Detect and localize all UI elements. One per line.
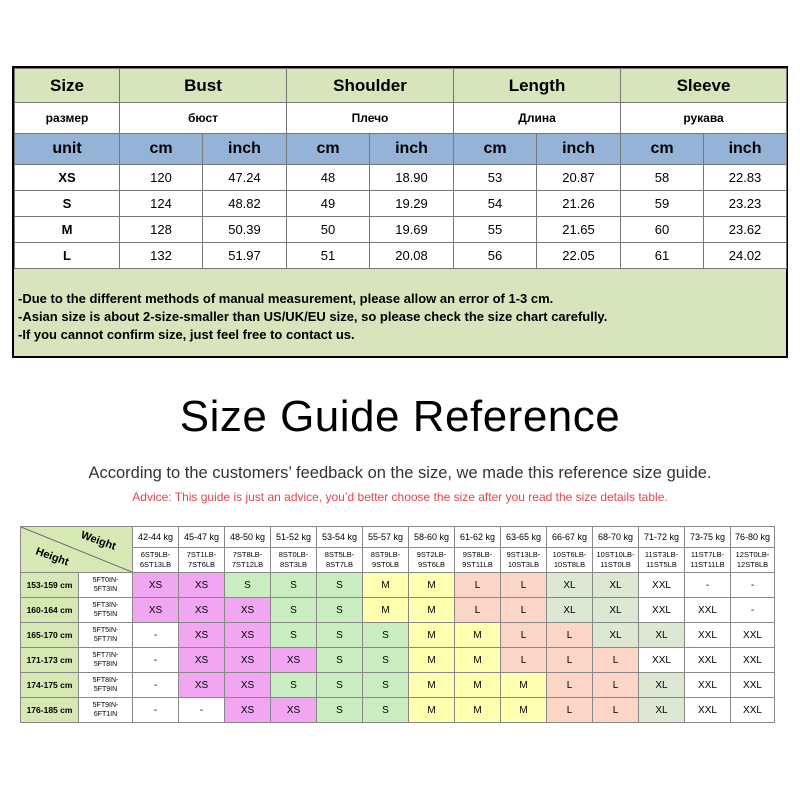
guide-advice: Advice: This guide is just an advice, you’d better choose the size after you read the size details table. — [132, 490, 668, 504]
weight-kg-row — [21, 527, 775, 548]
size-recommendation-cell: XL — [639, 698, 685, 723]
measure-cell: 19.29 — [370, 191, 454, 217]
weight-st-line: 12ST0LB- — [735, 550, 770, 559]
size-recommendation-cell: L — [501, 573, 547, 598]
size-recommendation-cell: XL — [593, 623, 639, 648]
size-recommendation-cell: XL — [593, 573, 639, 598]
header-shoulder: Shoulder — [287, 69, 454, 103]
size-recommendation-cell: XS — [225, 673, 271, 698]
size-recommendation-cell: S — [363, 698, 409, 723]
header-bust: Bust — [120, 69, 287, 103]
size-recommendation-cell: XL — [547, 573, 593, 598]
weight-st-line: 8ST0LB- — [278, 550, 309, 559]
height-ft-line: 5FT3IN — [93, 586, 118, 593]
size-recommendation-cell: XS — [225, 648, 271, 673]
size-recommendation-cell: XXL — [685, 623, 731, 648]
measure-cell: 61 — [621, 243, 704, 269]
size-cell: S — [15, 191, 120, 217]
weight-st-cell — [317, 548, 363, 573]
height-ft-line: 5FT5IN- — [92, 627, 119, 634]
size-recommendation-cell: L — [547, 623, 593, 648]
height-cm-cell: 160-164 cm — [21, 598, 79, 623]
height-row — [21, 573, 775, 598]
size-recommendation-cell: XXL — [639, 573, 685, 598]
weight-st-line: 10ST3LB — [507, 560, 540, 569]
measure-cell: 21.65 — [537, 217, 621, 243]
unit-cell: inch — [203, 134, 287, 165]
size-recommendation-cell: XS — [133, 573, 179, 598]
weight-kg-cell: 68-70 kg — [593, 527, 639, 548]
weight-kg-cell: 73-75 kg — [685, 527, 731, 548]
size-recommendation-cell: XXL — [639, 648, 685, 673]
weight-st-line: 8ST9LB- — [370, 550, 401, 559]
size-recommendation-cell: - — [133, 648, 179, 673]
size-recommendation-cell: M — [409, 598, 455, 623]
size-recommendation-cell: - — [731, 573, 775, 598]
measure-cell: 18.90 — [370, 165, 454, 191]
height-ft-line: 5FT7IN — [93, 636, 118, 643]
size-recommendation-cell: XL — [639, 673, 685, 698]
size-recommendation-cell: M — [363, 573, 409, 598]
size-recommendation-cell: - — [133, 698, 179, 723]
height-cm-cell: 176-185 cm — [21, 698, 79, 723]
weight-kg-cell: 71-72 kg — [639, 527, 685, 548]
weight-st-cell — [409, 548, 455, 573]
size-recommendation-cell: XS — [271, 698, 317, 723]
measure-cell: 56 — [454, 243, 537, 269]
height-ft-line: 5FT7IN- — [92, 652, 119, 659]
size-recommendation-cell: XXL — [685, 648, 731, 673]
size-cell: M — [15, 217, 120, 243]
measure-cell: 24.02 — [704, 243, 787, 269]
size-recommendation-cell: S — [271, 623, 317, 648]
size-recommendation-cell: - — [179, 698, 225, 723]
weight-kg-cell: 55-57 kg — [363, 527, 409, 548]
measure-cell: 51.97 — [203, 243, 287, 269]
weight-label: Weight — [78, 529, 117, 553]
size-recommendation-cell: XXL — [639, 598, 685, 623]
size-cell: XS — [15, 165, 120, 191]
weight-st-line: 7ST8LB- — [232, 550, 263, 559]
weight-st-line: 9ST2LB- — [416, 550, 447, 559]
size-recommendation-cell: XS — [179, 648, 225, 673]
size-recommendation-cell: XS — [225, 623, 271, 648]
size-recommendation-cell: XL — [547, 598, 593, 623]
size-recommendation-cell: L — [455, 598, 501, 623]
size-recommendation-cell: XS — [133, 598, 179, 623]
size-recommendation-cell: XXL — [685, 698, 731, 723]
weight-st-line: 11ST0LB — [600, 560, 631, 569]
weight-st-cell — [455, 548, 501, 573]
size-recommendation-cell: S — [317, 648, 363, 673]
measure-cell: 55 — [454, 217, 537, 243]
size-recommendation-cell: XXL — [685, 598, 731, 623]
weight-st-line: 6ST13LB — [139, 560, 172, 569]
measure-cell: 20.87 — [537, 165, 621, 191]
size-recommendation-cell: M — [409, 698, 455, 723]
size-recommendation-cell: XS — [225, 598, 271, 623]
weight-st-line: 7ST6LB — [187, 560, 216, 569]
size-recommendation-cell: S — [317, 598, 363, 623]
size-recommendation-cell: M — [409, 573, 455, 598]
size-recommendation-cell: M — [363, 598, 409, 623]
height-row — [21, 598, 775, 623]
unit-cell: cm — [287, 134, 370, 165]
size-recommendation-cell: S — [317, 573, 363, 598]
measure-cell: 59 — [621, 191, 704, 217]
weight-st-line: 10ST10LB- — [596, 550, 635, 559]
height-ft-line: 5FT0IN- — [92, 577, 119, 584]
measure-cell: 22.83 — [704, 165, 787, 191]
ru-size: размер — [15, 103, 120, 134]
size-row — [15, 191, 787, 217]
ru-bust: бюст — [120, 103, 287, 134]
weight-st-cell — [639, 548, 685, 573]
height-label: Height — [33, 545, 71, 569]
weight-kg-cell: 45-47 kg — [179, 527, 225, 548]
size-recommendation-cell: S — [271, 598, 317, 623]
height-ft-line: 5FT9IN- — [92, 702, 119, 709]
weight-st-cell — [271, 548, 317, 573]
unit-cell: cm — [120, 134, 203, 165]
size-recommendation-cell: L — [501, 623, 547, 648]
weight-st-line: 8ST7LB — [325, 560, 354, 569]
header-sleeve: Sleeve — [621, 69, 787, 103]
weight-st-cell — [225, 548, 271, 573]
height-row — [21, 648, 775, 673]
unit-cell: cm — [454, 134, 537, 165]
height-cm-cell: 153-159 cm — [21, 573, 79, 598]
size-recommendation-cell: M — [409, 623, 455, 648]
measure-cell: 20.08 — [370, 243, 454, 269]
size-recommendation-cell: M — [501, 698, 547, 723]
size-recommendation-cell: XL — [593, 598, 639, 623]
height-row — [21, 698, 775, 723]
russian-header-row — [15, 103, 787, 134]
measure-cell: 50 — [287, 217, 370, 243]
size-recommendation-cell: L — [593, 698, 639, 723]
weight-st-line: 10ST8LB — [553, 560, 586, 569]
header-row — [15, 69, 787, 103]
height-ft-line: 5FT3IN- — [92, 602, 119, 609]
measure-cell: 21.26 — [537, 191, 621, 217]
weight-st-line: 9ST8LB- — [462, 550, 493, 559]
weight-kg-cell: 58-60 kg — [409, 527, 455, 548]
size-recommendation-cell: XXL — [731, 698, 775, 723]
weight-st-line: 10ST6LB- — [552, 550, 587, 559]
weight-kg-cell: 42-44 kg — [133, 527, 179, 548]
size-recommendation-cell: M — [455, 623, 501, 648]
weight-st-line: 9ST13LB- — [506, 550, 541, 559]
size-row — [15, 217, 787, 243]
measure-cell: 50.39 — [203, 217, 287, 243]
note-line: -If you cannot confirm size, just feel free to contact us. — [18, 327, 355, 342]
unit-cell: inch — [704, 134, 787, 165]
note-line: -Asian size is about 2-size-smaller than US/UK/EU size, so please check the size chart carefully. — [18, 309, 608, 324]
measure-cell: 49 — [287, 191, 370, 217]
size-recommendation-cell: XS — [179, 673, 225, 698]
size-cell: L — [15, 243, 120, 269]
size-recommendation-cell: L — [547, 673, 593, 698]
measure-cell: 23.62 — [704, 217, 787, 243]
size-recommendation-cell: XS — [179, 598, 225, 623]
height-ft-cell — [79, 698, 133, 723]
weight-st-cell — [501, 548, 547, 573]
weight-st-line: 9ST6LB — [417, 560, 446, 569]
size-recommendation-cell: S — [317, 623, 363, 648]
measurement-chart — [12, 66, 788, 358]
weight-kg-cell: 63-65 kg — [501, 527, 547, 548]
size-recommendation-cell: M — [409, 673, 455, 698]
weight-st-line: 12ST8LB — [736, 560, 769, 569]
height-cm-cell: 165-170 cm — [21, 623, 79, 648]
measure-cell: 53 — [454, 165, 537, 191]
size-recommendation-cell: XXL — [685, 673, 731, 698]
measure-cell: 60 — [621, 217, 704, 243]
measure-cell: 124 — [120, 191, 203, 217]
weight-kg-cell: 51-52 kg — [271, 527, 317, 548]
size-recommendation-cell: XS — [179, 573, 225, 598]
height-cm-cell: 174-175 cm — [21, 673, 79, 698]
unit-cell: cm — [621, 134, 704, 165]
unit-cell: inch — [537, 134, 621, 165]
size-recommendation-cell: M — [409, 648, 455, 673]
weight-kg-cell: 53-54 kg — [317, 527, 363, 548]
guide-title: Size Guide Reference — [179, 392, 621, 441]
size-recommendation-cell: M — [455, 673, 501, 698]
size-recommendation-cell: L — [547, 648, 593, 673]
weight-kg-cell: 66-67 kg — [547, 527, 593, 548]
measurement-table — [14, 68, 787, 269]
size-recommendation-cell: S — [363, 623, 409, 648]
height-ft-cell — [79, 673, 133, 698]
weight-kg-cell: 48-50 kg — [225, 527, 271, 548]
size-recommendation-cell: S — [225, 573, 271, 598]
weight-st-line: 11ST11LB — [690, 560, 725, 569]
size-recommendation-cell: L — [455, 573, 501, 598]
height-row — [21, 673, 775, 698]
size-recommendation-cell: M — [455, 698, 501, 723]
size-recommendation-cell: XXL — [731, 673, 775, 698]
measure-cell: 22.05 — [537, 243, 621, 269]
size-recommendation-cell: - — [685, 573, 731, 598]
measure-cell: 23.23 — [704, 191, 787, 217]
height-ft-line: 5FT8IN — [93, 661, 118, 668]
header-size: Size — [15, 69, 120, 103]
size-recommendation-cell: - — [133, 623, 179, 648]
height-ft-line: 5FT9IN — [93, 686, 118, 693]
measure-cell: 120 — [120, 165, 203, 191]
weight-st-cell — [133, 548, 179, 573]
size-recommendation-cell: - — [731, 598, 775, 623]
weight-st-line: 11ST3LB- — [644, 550, 679, 559]
weight-st-cell — [731, 548, 775, 573]
height-ft-line: 6FT1IN — [93, 711, 118, 718]
weight-st-line: 8ST3LB — [279, 560, 308, 569]
notes — [18, 290, 607, 344]
weight-kg-cell: 61-62 kg — [455, 527, 501, 548]
weight-st-line: 7ST12LB — [231, 560, 264, 569]
weight-st-line: 9ST11LB — [462, 560, 493, 569]
weight-st-cell — [179, 548, 225, 573]
weight-st-cell — [593, 548, 639, 573]
measure-cell: 47.24 — [203, 165, 287, 191]
header-length: Length — [454, 69, 621, 103]
weight-st-cell — [363, 548, 409, 573]
size-recommendation-cell: L — [593, 648, 639, 673]
height-ft-cell — [79, 623, 133, 648]
size-recommendation-cell: S — [317, 698, 363, 723]
size-recommendation-cell: S — [317, 673, 363, 698]
height-ft-cell — [79, 648, 133, 673]
size-recommendation-cell: XL — [639, 623, 685, 648]
size-recommendation-cell: L — [547, 698, 593, 723]
weight-kg-cell: 76-80 kg — [731, 527, 775, 548]
measure-cell: 51 — [287, 243, 370, 269]
size-recommendation-cell: M — [501, 673, 547, 698]
measure-cell: 48 — [287, 165, 370, 191]
size-recommendation-cell: L — [501, 598, 547, 623]
measure-cell: 48.82 — [203, 191, 287, 217]
measure-cell: 54 — [454, 191, 537, 217]
unit-row — [15, 134, 787, 165]
note-line: -Due to the different methods of manual measurement, please allow an error of 1-3 cm. — [18, 291, 554, 306]
size-recommendation-cell: L — [593, 673, 639, 698]
size-recommendation-cell: XXL — [731, 623, 775, 648]
ru-shoulder: Плечо — [287, 103, 454, 134]
measure-cell: 58 — [621, 165, 704, 191]
weight-height-corner — [21, 527, 133, 573]
weight-st-cell — [685, 548, 731, 573]
size-recommendation-cell: L — [501, 648, 547, 673]
height-ft-cell — [79, 573, 133, 598]
size-recommendation-cell: XS — [271, 648, 317, 673]
height-row — [21, 623, 775, 648]
size-row — [15, 165, 787, 191]
unit-cell: inch — [370, 134, 454, 165]
size-recommendation-cell: XXL — [731, 648, 775, 673]
size-recommendation-cell: S — [271, 573, 317, 598]
size-recommendation-cell: XS — [179, 623, 225, 648]
height-ft-cell — [79, 598, 133, 623]
weight-st-line: 7ST1LB- — [186, 550, 217, 559]
size-recommendation-cell: S — [271, 673, 317, 698]
unit-label: unit — [15, 134, 120, 165]
measure-cell: 132 — [120, 243, 203, 269]
measure-cell: 128 — [120, 217, 203, 243]
size-recommendation-cell: XS — [225, 698, 271, 723]
size-recommendation-cell: S — [363, 673, 409, 698]
weight-st-cell — [547, 548, 593, 573]
height-ft-line: 5FT5IN — [93, 611, 118, 618]
measure-cell: 19.69 — [370, 217, 454, 243]
height-cm-cell: 171-173 cm — [21, 648, 79, 673]
ru-sleeve: рукава — [621, 103, 787, 134]
weight-st-line: 6ST9LB- — [140, 550, 171, 559]
weight-st-row — [21, 548, 775, 573]
height-ft-line: 5FT8IN- — [92, 677, 119, 684]
size-row — [15, 243, 787, 269]
weight-st-line: 11ST5LB — [646, 560, 677, 569]
size-recommendation-cell: - — [133, 673, 179, 698]
weight-st-line: 11ST7LB- — [690, 550, 725, 559]
ru-length: Длина — [454, 103, 621, 134]
guide-subtitle: According to the customers’ feedback on the size, we made this reference size guide. — [88, 464, 712, 482]
weight-st-line: 9ST0LB — [371, 560, 400, 569]
size-recommendation-cell: S — [363, 648, 409, 673]
size-guide-table — [20, 526, 775, 723]
size-recommendation-cell: M — [455, 648, 501, 673]
weight-st-line: 8ST5LB- — [324, 550, 355, 559]
